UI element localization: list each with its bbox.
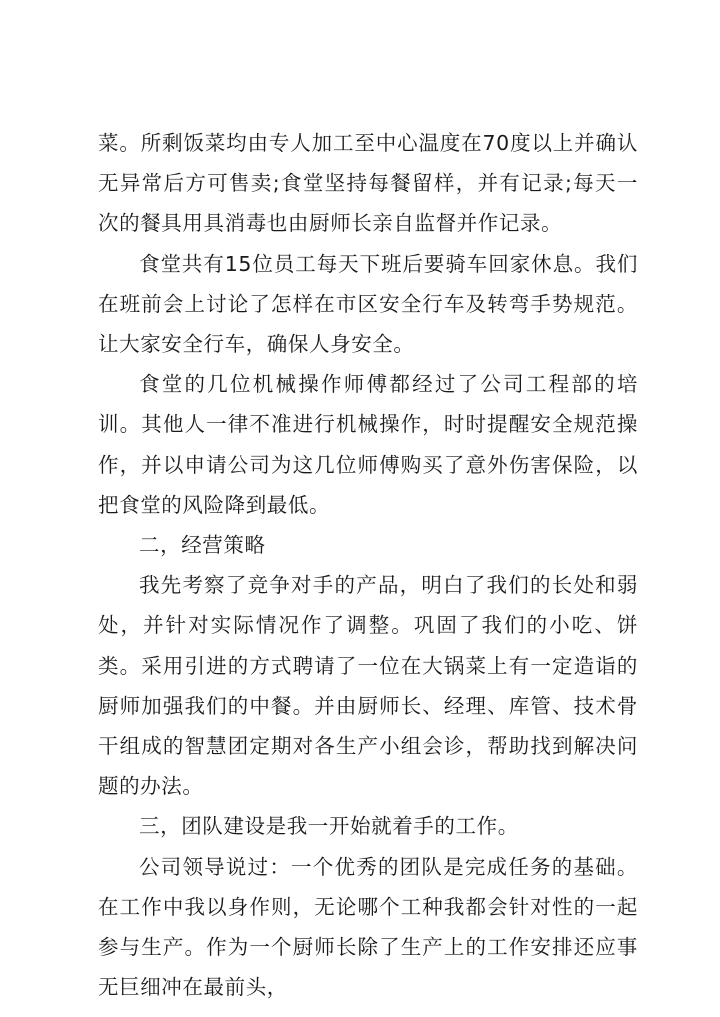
paragraph-machine-safety: 食堂的几位机械操作师傅都经过了公司工程部的培训。其他人一律不准进行机械操作，时时提醒安全规范操作，并以申请公司为这几位师傅购买了意外伤害保险，以把食堂的风险降到最低。: [98, 372, 638, 517]
paragraph-continuation: 菜。所剩饭菜均由专人加工至中心温度在70度以上并确认无异常后方可售卖;食堂坚持每餐留样，并有记录;每天一次的餐具用具消毒也由厨师长亲自监督并作记录。: [98, 131, 638, 236]
paragraph-team-building: 公司领导说过：一个优秀的团队是完成任务的基础。在工作中我以身作则，无论哪个工种我都会针对性的一起参与生产。作为一个厨师长除了生产上的工作安排还应事无巨细冲在最前头，: [98, 854, 638, 1000]
document-body: [98, 123, 638, 1007]
section-heading-team-building: 三，团队建设是我一开始就着手的工作。: [139, 814, 519, 839]
paragraph-business-strategy: 我先考察了竞争对手的产品，明白了我们的长处和弱处，并针对实际情况作了调整。巩固了我们的小吃、饼类。采用引进的方式聘请了一位在大锅菜上有一定造诣的厨师加强我们的中餐。并由厨师长、经理、库管、技术骨干组成的智慧团定期对各生产小组会诊，帮助找到解决问题的办法。: [98, 573, 638, 799]
paragraph-commute-safety: 食堂共有15位员工每天下班后要骑车回家休息。我们在班前会上讨论了怎样在市区安全行车及转弯手势规范。让大家安全行车，确保人身安全。: [98, 251, 638, 357]
section-heading-business-strategy: 二，经营策略: [139, 533, 266, 558]
